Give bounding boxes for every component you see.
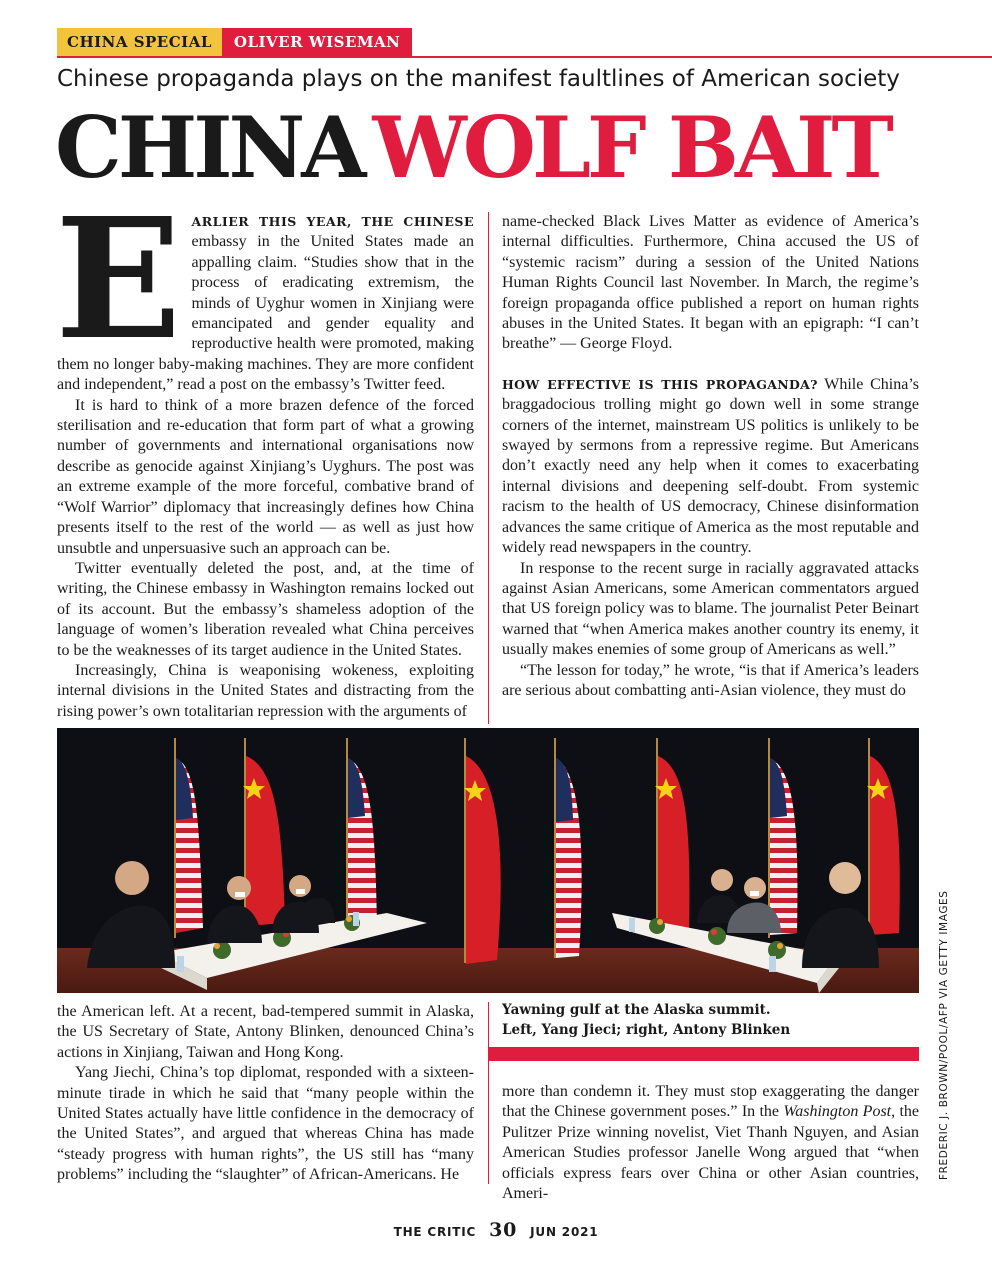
- kicker-rule: [57, 56, 992, 58]
- paragraph-10: Yang Jiechi, China’s top diplomat, responded with a sixteen-minute tirade in which he said that “many people within the United States actually have little confidence in the democracy of the United States”, and argued that whereas China has made “steady progress with human rights”, the US still has “many problems” including the “slaughter” of African-Americans. He: [57, 1064, 474, 1184]
- column-divider-bottom: [488, 1002, 489, 1184]
- article-column-right-top: [502, 212, 919, 722]
- paragraph-4: Increasingly, China is weaponising wokeness, exploiting internal divisions in the United States and distracting from the rising power’s own totalitarian repression with the arguments of: [57, 661, 474, 720]
- paragraph-1: [55, 182, 474, 396]
- caption-line-1: Yawning gulf at the Alaska summit.: [502, 1002, 771, 1018]
- lead-in: ARLIER THIS YEAR, THE CHINESE: [191, 214, 474, 229]
- article-column-left-top: [55, 182, 474, 722]
- paragraph-8: “The lesson for today,” he wrote, “is that if America’s leaders are serious about combatting anti-Asian violence, they must do: [502, 661, 919, 699]
- paragraph-11: more than condemn it. They must stop exaggerating the danger that the Chinese government poses.” In the Washington Post, the Pulitzer Prize winning novelist, Viet Thanh Nguyen, and Asian American Studies professor Janelle Wong argued that “when officials express fears over China or other Asian countries, Ameri-: [502, 1083, 920, 1203]
- paragraph-9: the American left. At a recent, bad-tempered summit in Alaska, the US Secretary of State, Antony Blinken, denounced China’s actions in Xinjiang, Taiwan and Hong Kong.: [57, 1003, 474, 1061]
- column-divider: [488, 212, 489, 724]
- photo-caption: [502, 1000, 919, 1040]
- section-label: CHINA SPECIAL: [57, 28, 222, 56]
- page-number: 30: [489, 1219, 518, 1241]
- paragraph-5: name-checked Black Lives Matter as evidence of America’s internal difficulties. Furthermore, China accused the US of “systemic racism” during a session of the United Nations Human Rights Council last November. In March, the regime’s foreign propaganda office published a report on human rights abuses in the United States. It began with an epigraph: “I can’t breathe” — George Floyd.: [502, 213, 919, 353]
- paragraph-2: It is hard to think of a more brazen defence of the forced sterilisation and re-education that form part of what a growing number of governments and international organisations now describe as genocide against Xinjiang’s Uyghurs. The post was an extreme example of the more forceful, combative brand of “Wolf Warrior” diplomacy that increasingly defines how China presents itself to the rest of the world — as well as just how unsubtle and unpersuasive such an approach can be.: [57, 396, 474, 557]
- caption-rule: [489, 1047, 919, 1061]
- paragraph-6-text: While China’s braggadocious trolling might go down well in some strange corners of the internet, mainstream US politics is unlikely to be swayed by sermons from a repressive regime. But Americans don’t exactly need any help when it comes to exacerbating internal divisions and deepening self-doubt. From systemic racism to the health of US democracy, Chinese disinformation advances the same critique of America as the most reputable and widely read newspapers in the country.: [502, 375, 919, 557]
- section-kicker: [57, 28, 412, 56]
- summit-photo: [57, 728, 919, 993]
- publication-name: Washington Post: [783, 1103, 892, 1121]
- magazine-name: THE CRITIC: [393, 1225, 477, 1239]
- headline-part-1: CHINA: [55, 98, 363, 197]
- article-column-left-bottom: [57, 1002, 474, 1187]
- headline-part-2: WOLF BAIT: [372, 98, 890, 197]
- standfirst: Chinese propaganda plays on the manifest faultlines of American society: [57, 66, 900, 92]
- drop-cap: E: [55, 182, 182, 377]
- paragraph-1-text: embassy in the United States made an appalling claim. “Studies show that in the process of eradicating extremism, the minds of Uyghur women in Xinjiang were emancipated and gender equality and reproductive health were promoted, making them no longer baby-making machines. They are more confident and independent,” read a post on the embassy’s Twitter feed.: [57, 233, 474, 394]
- caption-line-2: Left, Yang Jieci; right, Antony Blinken: [502, 1022, 791, 1038]
- paragraph-7: In response to the recent surge in racially aggravated attacks against Asian Americans, some American commentators argued that US foreign policy was to blame. The journalist Peter Beinart warned that “when America makes another country its enemy, it usually makes enemies of some group of Americans as well.”: [502, 559, 919, 659]
- issue-date: JUN 2021: [530, 1225, 599, 1239]
- author-byline: OLIVER WISEMAN: [222, 28, 412, 56]
- paragraph-6: [502, 375, 919, 559]
- folio: [0, 1219, 992, 1241]
- subhead: HOW EFFECTIVE IS THIS PROPAGANDA?: [502, 376, 818, 392]
- paragraph-3: Twitter eventually deleted the post, and, at the time of writing, the Chinese embassy in Washington remains locked out of its account. But the embassy’s shameless adoption of the language of women’s liberation revealed what China perceives to be the weaknesses of its target audience in the United States.: [57, 559, 474, 659]
- article-column-right-bottom: [502, 1082, 920, 1203]
- photo-credit: FREDERIC J. BROWN/POOL/AFP VIA GETTY IMAGES: [938, 890, 950, 1180]
